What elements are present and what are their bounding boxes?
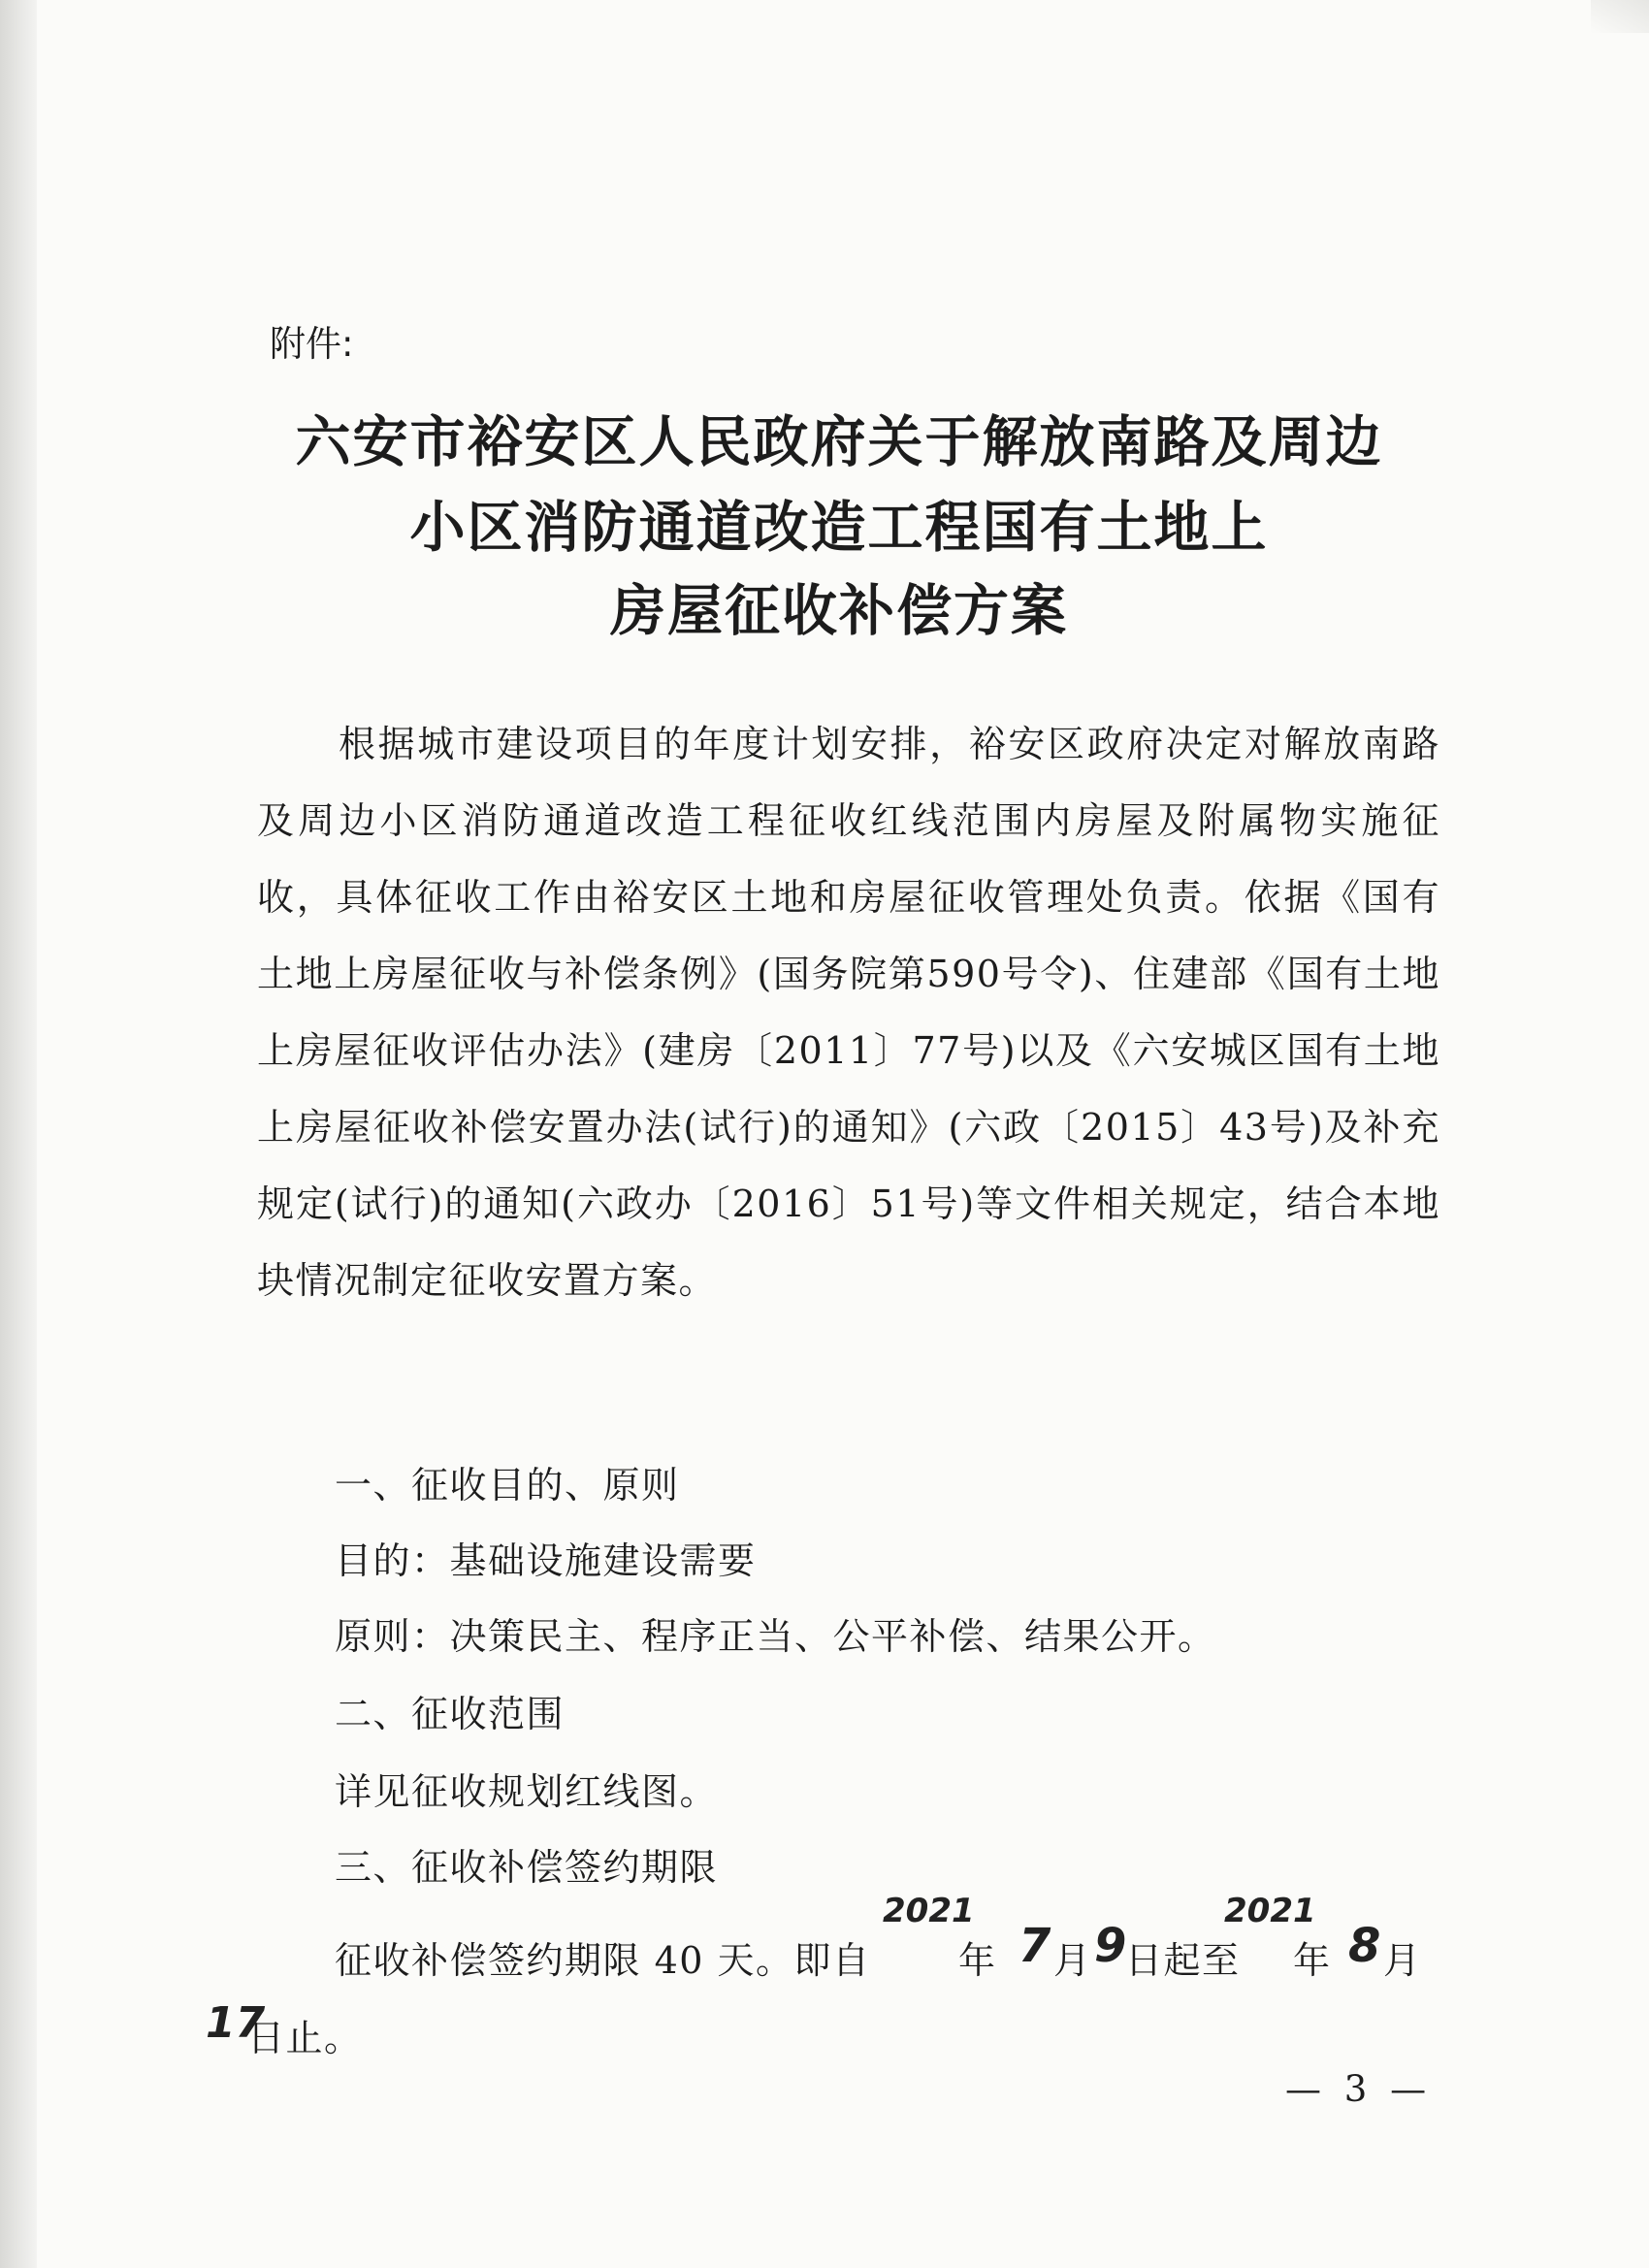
handwritten-month-start: 7	[1018, 1919, 1051, 1973]
annex-label: 附件:	[270, 323, 354, 365]
day-char-start: 日起至	[1125, 1939, 1241, 1982]
title-line-3: 房屋征收补偿方案	[610, 578, 1068, 643]
section-2-heading: 二、征收范围	[335, 1693, 566, 1735]
month-char-end: 月	[1383, 1939, 1422, 1982]
section-1-heading: 一、征收目的、原则	[335, 1464, 680, 1507]
handwritten-day-start: 9	[1094, 1919, 1127, 1973]
handwritten-month-end: 8	[1348, 1919, 1381, 1973]
year-char-end: 年	[1293, 1939, 1332, 1982]
purpose-line: 目的：基础设施建设需要	[335, 1539, 757, 1582]
handwritten-year-end: 2021	[1224, 1892, 1316, 1930]
page-number: — 3 —	[1285, 2068, 1433, 2110]
intro-paragraph: 根据城市建设项目的年度计划安排，裕安区政府决定对解放南路及周边小区消防通道改造工程征收红线范围内房屋及附属物实施征收，具体征收工作由裕安区土地和房屋征收管理处负责。依据《国有土地上房屋征收与补偿条例》(国务院第590号令)、住建部《国有土地上房屋征收评估办法》(建房〔2011〕77号)以及《六安城区国有土地上房屋征收补偿安置办法(试行)的通知》(六政〔2015〕43号)及补充规定(试行)的通知(六政办〔2016〕51号)等文件相关规定，结合本地块情况制定征收安置方案。	[257, 723, 1440, 1302]
scan-corner-mark	[1591, 0, 1649, 33]
title-line-2: 小区消防通道改造工程国有土地上	[409, 495, 1269, 560]
section-3-heading: 三、征收补偿签约期限	[335, 1846, 719, 1889]
period-text-start: 征收补偿签约期限 40 天。即自	[335, 1939, 871, 1982]
handwritten-year-start: 2021	[883, 1892, 975, 1930]
period-end-text: 日止。	[247, 2017, 363, 2059]
scan-shadow-edge	[0, 0, 37, 2268]
title-line-1: 六安市裕安区人民政府关于解放南路及周边	[295, 409, 1383, 474]
scope-detail: 详见征收规划红线图。	[335, 1770, 719, 1813]
year-char-start: 年	[958, 1939, 997, 1982]
month-char-start: 月	[1053, 1939, 1092, 1982]
handwritten-day-end: 17	[206, 1998, 266, 2048]
intro-block	[257, 706, 1440, 1319]
principle-line: 原则：决策民主、程序正当、公平补偿、结果公开。	[335, 1615, 1216, 1658]
